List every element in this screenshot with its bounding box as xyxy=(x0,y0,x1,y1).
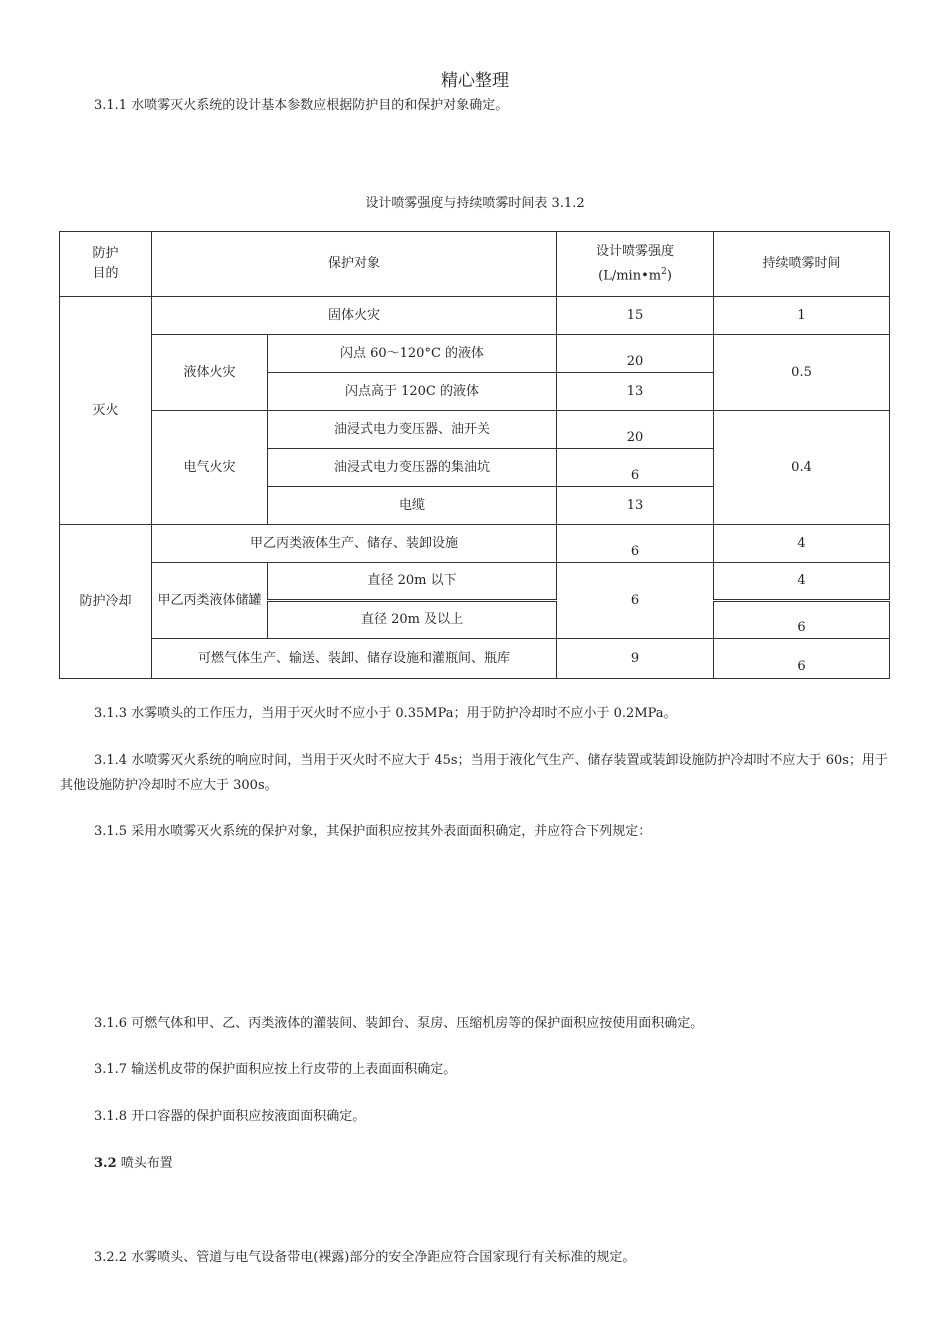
cool-1-intensity xyxy=(557,525,714,563)
purpose-cool: 防护冷却 xyxy=(60,525,152,679)
header-purpose-line2: 目的 xyxy=(92,266,119,281)
cool-1-intensity-value: 6 xyxy=(630,543,640,559)
paragraph-3-2-2: 3.2.2 水雾喷头、管道与电气设备带电(裸露)部分的安全净距应符合国家现行有关标准的规定。 xyxy=(94,1250,636,1265)
elec-3: 电缆 xyxy=(268,487,557,525)
solid-fire: 固体火灾 xyxy=(152,297,557,335)
header-intensity xyxy=(557,232,714,297)
elec-1: 油浸式电力变压器、油开关 xyxy=(268,411,557,449)
cool-1-time: 4 xyxy=(714,525,890,563)
elec-1-intensity xyxy=(557,411,714,449)
paragraph-3-1-7: 3.1.7 输送机皮带的保护面积应按上行皮带的上表面面积确定。 xyxy=(94,1062,457,1077)
purpose-fire: 灭火 xyxy=(60,297,152,525)
table-caption: 设计喷雾强度与持续喷雾时间表 3.1.2 xyxy=(365,196,585,211)
paragraph-3-1-4: 3.1.4 水喷雾灭火系统的响应时间，当用于灭火时不应大于 45s；当用于液化气生产、储存装置或装卸设施防护冷却时不应大于 60s；用于其他设施防护冷却时不应大于 300s。 xyxy=(60,753,888,793)
section-3-2-number: 3.2 xyxy=(94,1156,117,1171)
gas-intensity: 9 xyxy=(557,639,714,679)
section-3-2-title: 喷头布置 xyxy=(116,1156,173,1171)
table-row xyxy=(60,411,890,449)
paragraph-3-1-5: 3.1.5 采用水喷雾灭火系统的保护对象，其保护面积应按其外表面面积确定，并应符合下列规定： xyxy=(94,824,652,839)
liquid-time: 0.5 xyxy=(714,335,890,411)
cool-1: 甲乙丙类液体生产、储存、装卸设施 xyxy=(152,525,557,563)
tank-1-time: 4 xyxy=(714,563,890,601)
table-row xyxy=(60,563,890,601)
table-row xyxy=(60,335,890,373)
tank-1: 直径 20m 以下 xyxy=(268,563,557,601)
elec-fire: 电气火灾 xyxy=(152,411,268,525)
header-intensity-unit: (L/min•m xyxy=(598,268,662,284)
liquid-1-intensity-value: 20 xyxy=(626,353,644,369)
section-3-2-heading xyxy=(94,1154,173,1174)
table-row xyxy=(60,525,890,563)
spray-intensity-table xyxy=(59,231,890,679)
elec-2-intensity xyxy=(557,449,714,487)
liquid-2-intensity: 13 xyxy=(557,373,714,411)
tank-2-time xyxy=(714,601,890,639)
liquid-1: 闪点 60～120°C 的液体 xyxy=(268,335,557,373)
elec-1-intensity-value: 20 xyxy=(626,429,644,445)
elec-2-intensity-value: 6 xyxy=(630,467,640,483)
header-object: 保护对象 xyxy=(152,232,557,297)
table-row xyxy=(60,639,890,679)
paragraph-3-1-3: 3.1.3 水雾喷头的工作压力，当用于灭火时不应小于 0.35MPa；用于防护冷却时不应小于 0.2MPa。 xyxy=(94,706,677,721)
header-time: 持续喷雾时间 xyxy=(714,232,890,297)
header-purpose xyxy=(60,232,152,297)
header-intensity-line1: 设计喷雾强度 xyxy=(596,243,675,259)
gas-time-value: 6 xyxy=(797,658,806,674)
tank: 甲乙丙类液体储罐 xyxy=(152,563,268,639)
table-row xyxy=(60,297,890,335)
header-purpose-line1: 防护 xyxy=(92,246,119,261)
tank-2-time-value: 6 xyxy=(797,620,806,635)
header-intensity-sup: 2 xyxy=(661,266,667,277)
gas: 可燃气体生产、输送、装卸、储存设施和灌瓶间、瓶库 xyxy=(152,639,557,679)
table-header-row xyxy=(60,232,890,297)
elec-3-intensity: 13 xyxy=(557,487,714,525)
liquid-fire: 液体火灾 xyxy=(152,335,268,411)
liquid-2: 闪点高于 120C 的液体 xyxy=(268,373,557,411)
solid-intensity: 15 xyxy=(557,297,714,335)
tank-2: 直径 20m 及以上 xyxy=(268,601,557,639)
paragraph-3-1-8: 3.1.8 开口容器的保护面积应按液面面积确定。 xyxy=(94,1109,366,1124)
gas-time xyxy=(714,639,890,679)
paragraph-3-1-6: 3.1.6 可燃气体和甲、乙、丙类液体的灌装间、装卸台、泵房、压缩机房等的保护面积应按使用面积确定。 xyxy=(94,1016,704,1031)
solid-time: 1 xyxy=(714,297,890,335)
header-intensity-close: ) xyxy=(666,268,672,284)
elec-2: 油浸式电力变压器的集油坑 xyxy=(268,449,557,487)
tank-intensity: 6 xyxy=(557,563,714,639)
elec-time: 0.4 xyxy=(714,411,890,525)
liquid-1-intensity xyxy=(557,335,714,373)
page-header: 精心整理 xyxy=(441,71,509,91)
paragraph-3-1-1: 3.1.1 水喷雾灭火系统的设计基本参数应根据防护目的和保护对象确定。 xyxy=(94,98,509,113)
